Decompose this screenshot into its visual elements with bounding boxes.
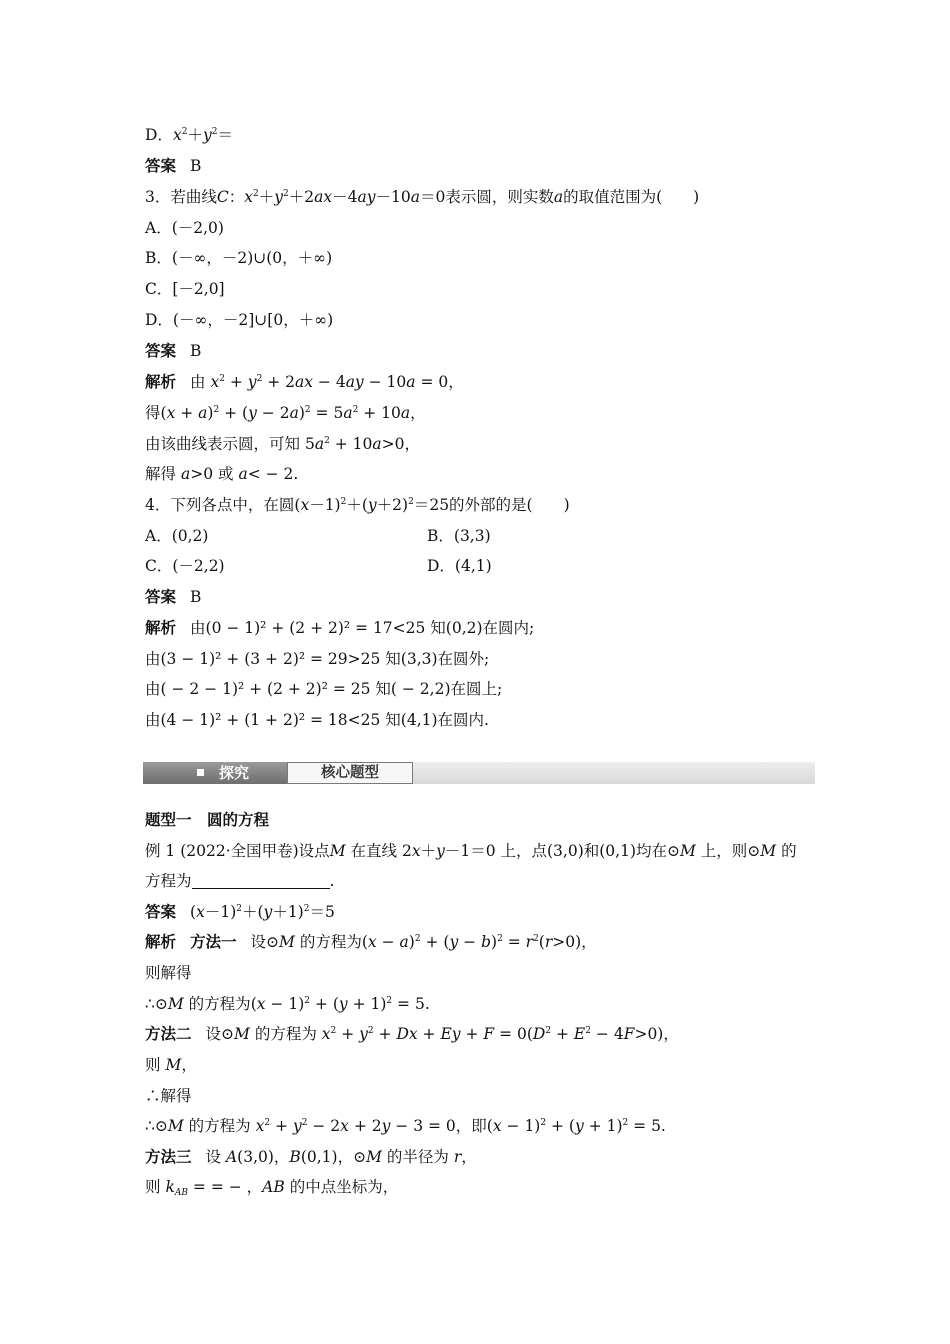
solution-4-line-4: 由(4 − 1)² + (1 + 2)² = 18<25 知(4,1)在圆内. [145,711,489,729]
solution-ex1-last-line: 则 $k_{AB}$ = = − ，AB 的中点坐标为， [145,1178,399,1198]
solution-ex1-then-1: 则解得 [145,964,192,982]
q3-option-b: B．(－∞，－2)∪(0，＋∞) [145,249,333,267]
solution-3-line-3: 由该曲线表示圆，可知 $5a^2 + 10a>0$， [145,435,420,453]
banner-right-label: 核心题型 [321,765,379,781]
banner-left-label: 探究 [219,764,250,782]
solution-ex1-method-2: 方法二 设⊙M 的方程为 $x^2 + y^2 + Dx + Ey + F = 0(D^2 + E^2 - 4F>0)$， [145,1024,679,1043]
q2-option-d: D．$x^2+y^2=$ [145,126,233,144]
answer-4: 答案 B [145,587,202,606]
solution-3-line-2: 得$(x + a)^2 + (y - 2a)^2 = 5a^2 + 10a$， [145,404,426,422]
example-1-line-1: 例 1 (2022·全国甲卷)设点M 在直线 2x＋y－1＝0 上，点(3,0)和(0,1)均在⊙M 上，则⊙M 的 [145,842,797,860]
solution-ex1-therefore-2: ∴解得 [145,1087,192,1105]
banner-square-icon [197,769,204,776]
type-1-title: 题型一 圆的方程 [145,810,270,829]
q3-option-a: A．(－2,0) [145,219,224,237]
section-banner [143,759,815,787]
question-4-stem: 4．下列各点中，在圆$(x-1)^2+(y+2)^2=25$的外部的是( ) [145,496,570,514]
solution-ex1-method-3: 方法三 设 A(3,0)，B(0,1)，⊙M 的半径为 r， [145,1147,477,1166]
banner-dark-block [143,762,287,784]
answer-example-1: 答案 $(x-1)^2+(y+1)^2=5$ [145,902,335,921]
q3-option-d: D．(－∞，－2]∪[0，＋∞) [145,311,334,329]
q4-options-row-2: C．(－2,2) D．(4,1) [145,557,492,575]
q3-option-c: C．[－2,0] [145,280,225,298]
solution-ex1-method-1: 解析 方法一 设⊙M 的方程为$(x - a)^2 + (y - b)^2 = r^2(r>0)$， [145,932,597,951]
answer-3: 答案 B [145,341,202,360]
solution-ex1-then-2: 则 M， [145,1056,197,1074]
solution-3-line-1: 解析 由 $x^2 + y^2 + 2ax - 4ay - 10a = 0$， [145,372,464,391]
example-1-line-2: 方程为 . [145,872,335,890]
solution-3-line-4: 解得 a>0 或 a< − 2. [145,465,299,483]
solution-ex1-conclusion-2: ∴⊙M 的方程为 $x^2 + y^2 - 2x + 2y - 3 = 0$，即$(x - 1)^2 + (y + 1)^2 = 5$. [145,1117,666,1135]
question-3-stem: 3．若曲线C：$x^2+y^2+2ax-4ay-10a=0$表示圆，则实数a的取值范围为( ) [145,188,700,206]
solution-4-line-2: 由(3 − 1)² + (3 + 2)² = 29>25 知(3,3)在圆外; [145,650,490,668]
q4-options-row-1: A．(0,2) B．(3,3) [145,527,491,545]
answer-2: 答案 B [145,156,202,175]
solution-4-line-3: 由( − 2 − 1)² + (2 + 2)² = 25 知( − 2,2)在圆上; [145,680,503,698]
solution-ex1-conclusion-1: ∴⊙M 的方程为$(x - 1)^2 + (y + 1)^2 = 5$. [145,995,430,1013]
solution-4-line-1: 解析 由(0 − 1)² + (2 + 2)² = 17<25 知(0,2)在圆内; [145,618,535,637]
answer-blank[interactable] [192,874,330,889]
